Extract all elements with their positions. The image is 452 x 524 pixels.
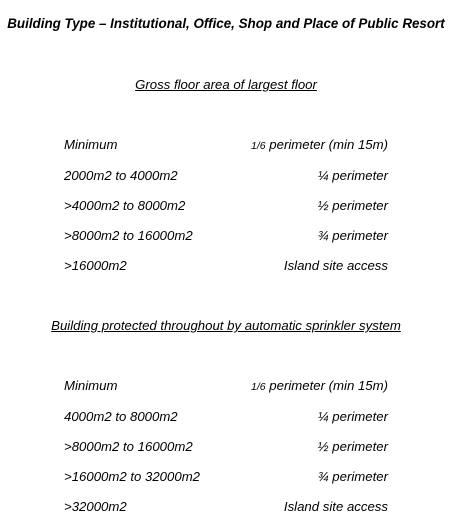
table-row	[64, 439, 388, 457]
perimeter-requirement: ½ perimeter	[317, 439, 388, 454]
requirement-fraction: 1/6	[251, 381, 266, 393]
floor-area-range: 2000m2 to 4000m2	[64, 168, 178, 183]
perimeter-requirement	[251, 378, 388, 393]
table-row	[64, 469, 388, 487]
perimeter-requirement: ¾ perimeter	[317, 469, 388, 484]
table-row	[64, 198, 388, 216]
section-heading-sprinkler-system: Building protected throughout by automatic sprinkler system	[51, 318, 401, 333]
perimeter-requirement: Island site access	[283, 499, 388, 514]
table-row	[64, 409, 388, 427]
table-row	[64, 228, 388, 246]
floor-area-range: >32000m2	[64, 499, 127, 514]
perimeter-requirement: Island site access	[283, 258, 388, 273]
table-row	[64, 378, 388, 396]
requirement-fraction: 1/6	[251, 140, 266, 152]
floor-area-range: >16000m2 to 32000m2	[64, 469, 201, 484]
table-row	[64, 137, 388, 155]
floor-area-range: Minimum	[64, 378, 118, 393]
requirement-text: perimeter (min 15m)	[265, 378, 388, 393]
perimeter-requirement: ¼ perimeter	[317, 168, 388, 183]
floor-area-range: >4000m2 to 8000m2	[64, 198, 186, 213]
floor-area-range: Minimum	[64, 137, 118, 152]
table-row	[64, 168, 388, 186]
perimeter-requirement	[251, 137, 388, 152]
floor-area-range: >8000m2 to 16000m2	[64, 228, 193, 243]
document-title: Building Type – Institutional, Office, Shop and Place of Public Resort	[7, 16, 445, 31]
perimeter-requirement: ¼ perimeter	[317, 409, 388, 424]
perimeter-requirement: ¾ perimeter	[317, 228, 388, 243]
table-row	[64, 499, 388, 517]
table-row	[64, 258, 388, 276]
floor-area-range: >16000m2	[64, 258, 127, 273]
requirement-text: perimeter (min 15m)	[265, 137, 388, 152]
floor-area-range: >8000m2 to 16000m2	[64, 439, 193, 454]
floor-area-range: 4000m2 to 8000m2	[64, 409, 178, 424]
perimeter-requirement: ½ perimeter	[317, 198, 388, 213]
section-heading-gross-floor-area: Gross floor area of largest floor	[135, 77, 317, 92]
